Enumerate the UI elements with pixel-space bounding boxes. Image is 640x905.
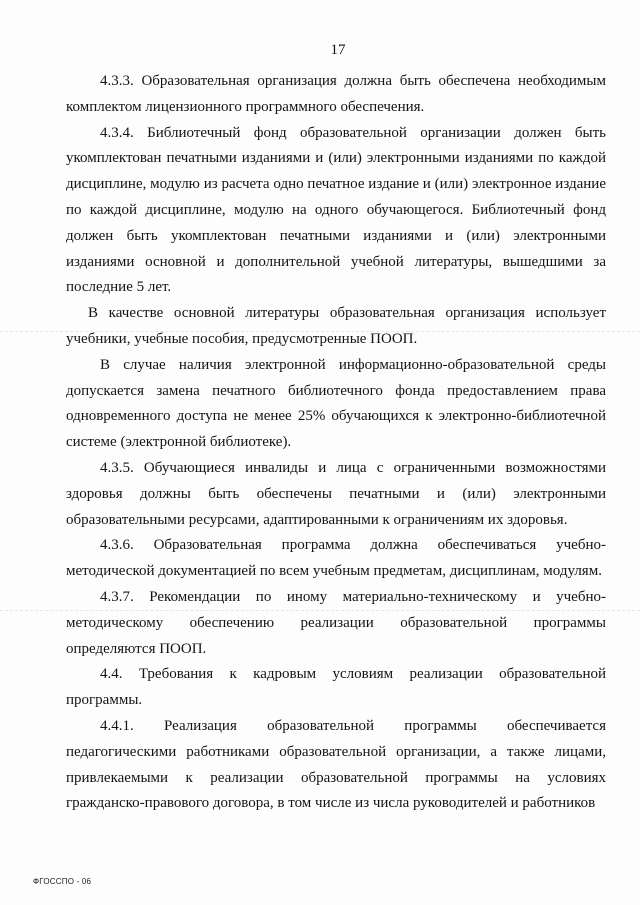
paragraph-electronic-environment: В случае наличия электронной информационно-образовательной среды допускается замена печатного библиотечного фонда предоставлением права одновременного доступа не менее 25% обучающихся к электронно-библиотечной системе (электронной библиотеке). (66, 356, 606, 451)
paragraph-4-4: 4.4. Требования к кадровым условиям реализации образовательной программы. (66, 666, 606, 709)
document-body (66, 69, 606, 817)
paragraph-4-3-3: 4.3.3. Образовательная организация должна быть обеспечена необходимым комплектом лицензионного программного обеспечения. (66, 73, 606, 115)
page-number: 17 (330, 42, 346, 58)
paragraph-4-3-7: 4.3.7. Рекомендации по иному материально-техническому и учебно-методическому обеспечению реализации образовательной программы определяются ПООП. (66, 588, 606, 657)
page-footer: ФГОССПО - 06 (33, 877, 92, 886)
paragraph-4-3-4: 4.3.4. Библиотечный фонд образовательной организации должен быть укомплектован печатными изданиями и (или) электронными изданиями по каждой дисциплине, модулю из расчета одно печатное издание и (или) электронное издание по каждой дисциплине, модулю на одного обучающегося. Библиотечный фонд должен быть укомплектован печатными изданиями и (или) электронными изданиями основной и дополнительной учебной литературы, вышедшими за последние 5 лет. (66, 124, 606, 296)
paragraph-4-3-6: 4.3.6. Образовательная программа должна обеспечиваться учебно-методической документацией по всем учебным предметам, дисциплинам, модулям. (66, 537, 606, 580)
paragraph-4-4-1: 4.4.1. Реализация образовательной программы обеспечивается педагогическими работниками образовательной организации, а также лицами, привлекаемыми к реализации образовательной программы на условиях гражданско-правового договора, в том числе из числа руководителей и работников (66, 717, 606, 812)
paragraph-4-3-5: 4.3.5. Обучающиеся инвалиды и лица с ограниченными возможностями здоровья должны быть обеспечены печатными и (или) электронными образовательными ресурсами, адаптированными к ограничениям их здоровья. (66, 459, 606, 528)
paragraph-main-literature: В качестве основной литературы образовательная организация использует учебники, учебные пособия, предусмотренные ПООП. (66, 305, 606, 347)
